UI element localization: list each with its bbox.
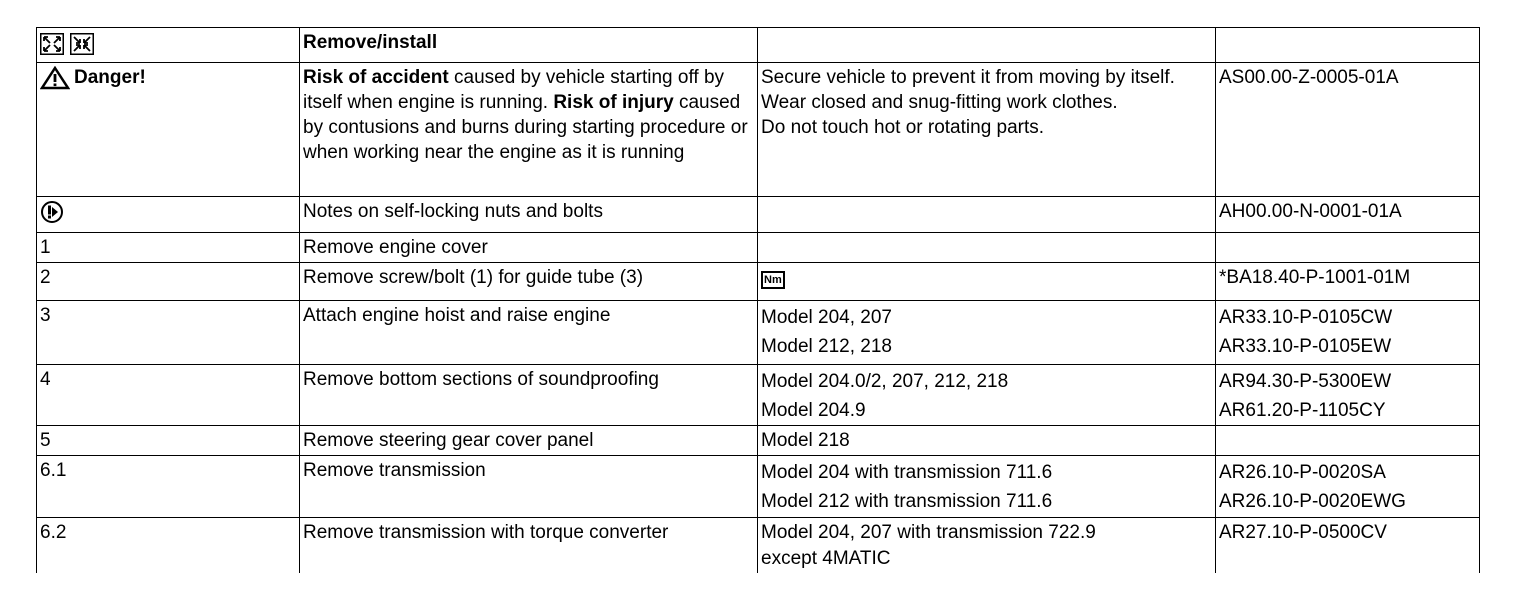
torque-nm-icon[interactable]: Nm — [761, 271, 785, 289]
step-details — [758, 263, 1216, 301]
header-empty-cell-ref — [1216, 28, 1480, 63]
detail-line: Model 212 with transmission 711.6 — [761, 491, 1053, 512]
note-ref-link[interactable]: AH00.00-N-0001-01A — [1219, 201, 1402, 222]
risk-accident-text: caused by vehicle starting off by itself when engine is running. — [303, 67, 725, 113]
step-ref-link[interactable]: AR94.30-P-5300EW — [1219, 371, 1392, 392]
detail-line: Model 204, 207 — [761, 307, 892, 328]
step-ref-link[interactable]: AR26.10-P-0020EWG — [1219, 491, 1406, 512]
table-row — [37, 518, 1480, 573]
header-empty-cell — [758, 28, 1216, 63]
risk-injury-text: caused by contusions and burns during starting procedure or when working near the engine as it is running — [303, 92, 748, 163]
risk-accident-bold: Risk of accident — [303, 67, 449, 88]
warning-triangle-icon — [40, 66, 70, 90]
step-ref-link[interactable]: AR33.10-P-0105EW — [1219, 336, 1392, 357]
step-refs — [1216, 426, 1480, 456]
collapse-view-icon[interactable] — [70, 33, 94, 55]
note-text: Notes on self-locking nuts and bolts — [300, 197, 758, 233]
note-empty-cell — [758, 197, 1216, 233]
table-row — [37, 263, 1480, 301]
info-circle-icon — [40, 200, 64, 224]
step-number: 6.2 — [37, 518, 300, 573]
risk-injury-bold: Risk of injury — [553, 92, 674, 113]
measure-line: Wear closed and snug-fitting work clothes. — [761, 92, 1118, 113]
step-details — [758, 518, 1216, 573]
step-number: 6.1 — [37, 456, 300, 518]
step-action: Remove transmission with torque converter — [300, 518, 758, 573]
step-details — [758, 301, 1216, 365]
danger-row — [37, 63, 1480, 197]
detail-line: Model 204 with transmission 711.6 — [761, 462, 1053, 483]
step-action: Attach engine hoist and raise engine — [300, 301, 758, 365]
measure-line: Secure vehicle to prevent it from moving by itself. — [761, 67, 1175, 88]
step-number: 4 — [37, 365, 300, 426]
note-row — [37, 197, 1480, 233]
measure-line: Do not touch hot or rotating parts. — [761, 117, 1045, 138]
step-details — [758, 426, 1216, 456]
detail-line: Model 218 — [761, 430, 850, 451]
table-row — [37, 426, 1480, 456]
detail-line: Model 212, 218 — [761, 336, 892, 357]
step-action: Remove transmission — [300, 456, 758, 518]
step-action: Remove engine cover — [300, 233, 758, 263]
danger-label-cell — [37, 63, 300, 197]
step-refs — [1216, 365, 1480, 426]
step-action: Remove bottom sections of soundproofing — [300, 365, 758, 426]
step-ref-link[interactable]: AR27.10-P-0500CV — [1219, 522, 1387, 543]
danger-label: Danger! — [74, 67, 146, 88]
note-icon-cell — [37, 197, 300, 233]
table-row — [37, 365, 1480, 426]
detail-line: Model 204, 207 with transmission 722.9 — [761, 522, 1096, 543]
step-number: 3 — [37, 301, 300, 365]
step-number: 5 — [37, 426, 300, 456]
detail-line: Model 204.9 — [761, 400, 866, 421]
step-number: 2 — [37, 263, 300, 301]
procedure-table — [36, 27, 1480, 573]
table-row — [37, 301, 1480, 365]
header-row — [37, 28, 1480, 63]
detail-line: Model 204.0/2, 207, 212, 218 — [761, 371, 1009, 392]
step-details — [758, 456, 1216, 518]
step-refs — [1216, 263, 1480, 301]
step-details — [758, 365, 1216, 426]
note-ref — [1216, 197, 1480, 233]
step-number: 1 — [37, 233, 300, 263]
step-refs — [1216, 233, 1480, 263]
detail-line: except 4MATIC — [761, 548, 891, 569]
header-icons-cell — [37, 28, 300, 63]
danger-ref — [1216, 63, 1480, 197]
danger-risk-text — [300, 63, 758, 197]
step-refs — [1216, 456, 1480, 518]
table-row — [37, 233, 1480, 263]
step-ref-link[interactable]: AR26.10-P-0020SA — [1219, 462, 1386, 483]
step-ref-link[interactable]: *BA18.40-P-1001-01M — [1219, 267, 1411, 288]
step-details — [758, 233, 1216, 263]
step-refs — [1216, 301, 1480, 365]
step-refs — [1216, 518, 1480, 573]
expand-view-icon[interactable] — [40, 33, 64, 55]
danger-ref-link[interactable]: AS00.00-Z-0005-01A — [1219, 67, 1399, 88]
header-title: Remove/install — [300, 28, 758, 63]
step-action: Remove steering gear cover panel — [300, 426, 758, 456]
danger-measures-cell — [758, 63, 1216, 197]
step-ref-link[interactable]: AR61.20-P-1105CY — [1219, 400, 1386, 421]
table-row — [37, 456, 1480, 518]
step-ref-link[interactable]: AR33.10-P-0105CW — [1219, 307, 1393, 328]
step-action: Remove screw/bolt (1) for guide tube (3) — [300, 263, 758, 301]
